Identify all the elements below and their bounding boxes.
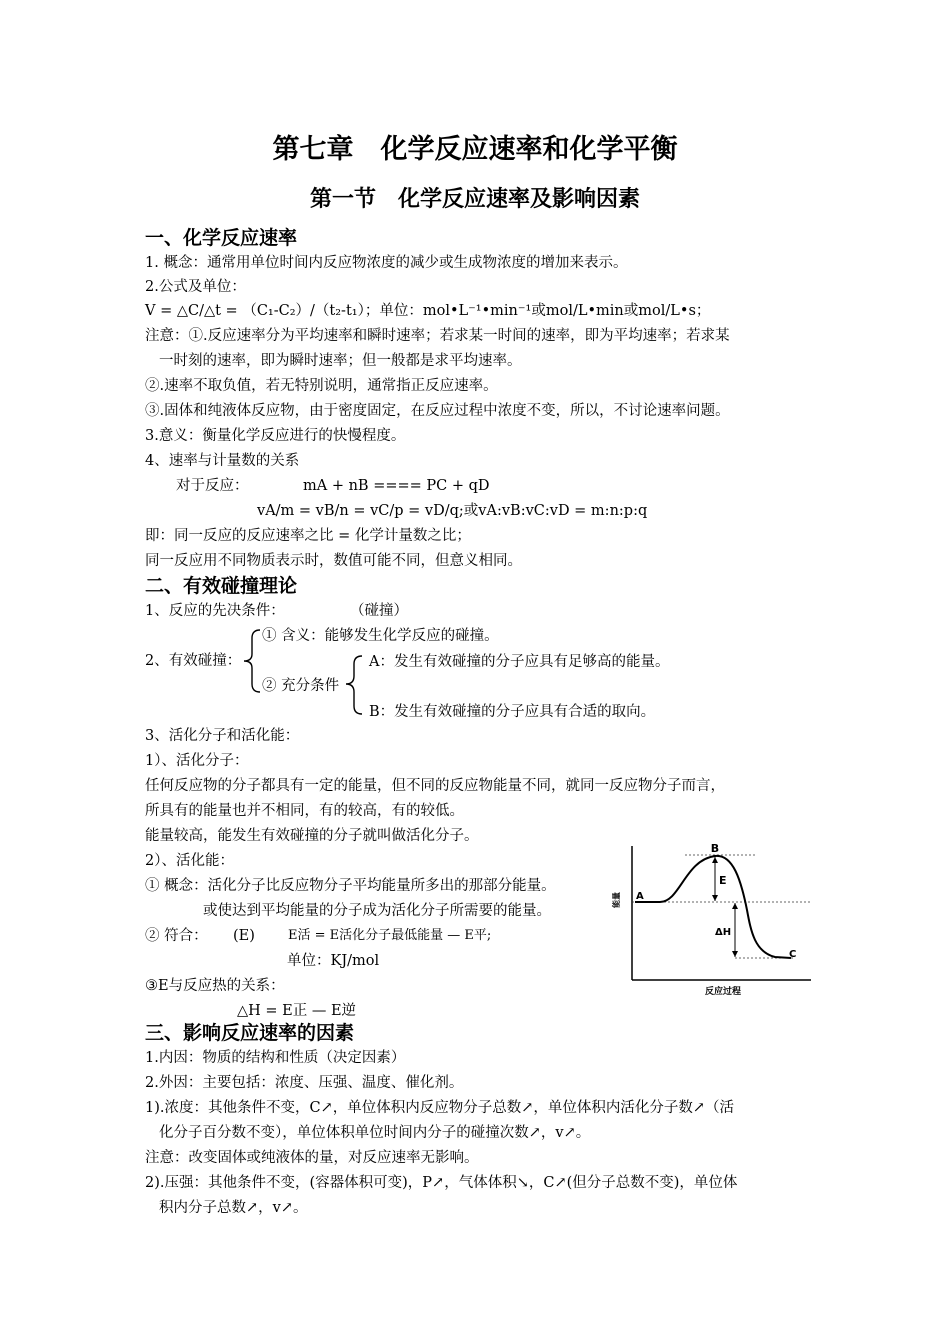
label-a: A [636,891,644,902]
text-line: 注意：①.反应速率分为平均速率和瞬时速率；若求某一时间的速率，即为平均速率；若求某 [145,328,730,344]
text-line: 一时刻的速率，即为瞬时速率；但一般都是求平均速率。 [159,353,522,369]
equation: mA + nB ==== PC + qD [303,478,490,494]
heading-collision-theory: 二、有效碰撞理论 [145,575,298,597]
text-line: 单位：KJ/mol [287,953,380,969]
text-line: 2.外因：主要包括：浓度、压强、温度、催化剂。 [145,1075,464,1091]
text-line: 2、有效碰撞： [145,653,242,669]
braces [240,624,370,724]
text-line: 3、活化分子和活化能： [145,728,300,744]
text-line: 任何反应物的分子都具有一定的能量，但不同的反应物能量不同，就同一反应物分子而言， [145,778,725,794]
heading-rate-factors: 三、影响反应速率的因素 [145,1022,355,1044]
text-line: 2.公式及单位： [145,279,246,295]
x-axis-label: 反应过程 [705,987,742,997]
label-c: C [789,949,797,960]
enthalpy-formula: △H = E正 — E逆 [237,1003,357,1019]
text-line: 化分子百分数不变），单位体积单位时间内分子的碰撞次数↗，v↗。 [159,1125,591,1141]
text-line: 1）、活化分子： [145,753,249,769]
text-line: ②.速率不取负值，若无特别说明，通常指正反应速率。 [145,378,498,394]
equation: vA/m = vB/n = vC/p = vD/q;或vA:vB:vC:vD = m:n:p:q [257,503,648,519]
text-line: 注意：改变固体或纯液体的量，对反应速率无影响。 [145,1150,479,1166]
text-line: 对于反应： [176,478,249,494]
text-line: 即：同一反应的反应速率之比 = 化学计量数之比； [145,528,471,544]
heading-reaction-rate: 一、化学反应速率 [145,227,298,249]
brace-item: ② 充分条件 [262,678,340,694]
text-line: 能量较高，能发生有效碰撞的分子就叫做活化分子。 [145,828,479,844]
text-line: 同一反应用不同物质表示时，数值可能不同，但意义相同。 [145,553,522,569]
label-e: E [719,874,727,887]
text-line: 4、速率与计量数的关系 [145,453,300,469]
energy-diagram [612,840,815,1000]
text-line: ③.固体和纯液体反应物，由于密度固定，在反应过程中浓度不变，所以，不讨论速率问题。 [145,403,730,419]
brace-item: B：发生有效碰撞的分子应具有合适的取向。 [369,704,656,720]
text-line: （碰撞） [350,603,408,619]
text-line: ③E与反应热的关系： [145,978,285,994]
text-line: 2）、活化能： [145,853,234,869]
text-line: 1、反应的先决条件： [145,603,285,619]
text-line: 1).浓度：其他条件不变，C↗，单位体积内反应物分子总数↗，单位体积内活化分子数↗（活 [145,1100,735,1116]
text-line: 1.内因：物质的结构和性质（决定因素） [145,1050,406,1066]
formula-line: V = △C/△t = （C₁-C₂）/（t₂-t₁）；单位：mol•L⁻¹•min⁻¹或mol/L•min或mol/L•s； [145,303,711,319]
text-line: 积内分子总数↗，v↗。 [159,1200,308,1216]
chapter-title: 第七章 化学反应速率和化学平衡 [272,134,678,165]
text-line: ① 概念：活化分子比反应物分子平均能量所多出的那部分能量。 [145,878,556,894]
brace-item: ① 含义：能够发生化学反应的碰撞。 [262,628,499,644]
brace-item: A：发生有效碰撞的分子应具有足够高的能量。 [369,654,670,670]
section-title: 第一节 化学反应速率及影响因素 [309,187,640,212]
label-delta-h: ΔH [715,927,732,938]
text-line: 1. 概念：通常用单位时间内反应物浓度的减少或生成物浓度的增加来表示。 [145,255,628,271]
text-line: (E) [233,928,255,944]
y-axis-label: 能量 [612,892,621,908]
text-line: ② 符合： [145,928,208,944]
label-b: B [710,842,720,855]
text-line: 或使达到平均能量的分子成为活化分子所需要的能量。 [203,903,551,919]
text-line: 所具有的能量也并不相同，有的较高，有的较低。 [145,803,464,819]
activation-energy-formula: E活 = E活化分子最低能量 — E平; [288,928,492,943]
text-line: 3.意义：衡量化学反应进行的快慢程度。 [145,428,406,444]
text-line: 2).压强：其他条件不变，(容器体积可变)，P↗，气体体积↘，C↗(但分子总数不变)，单位体 [145,1175,738,1191]
